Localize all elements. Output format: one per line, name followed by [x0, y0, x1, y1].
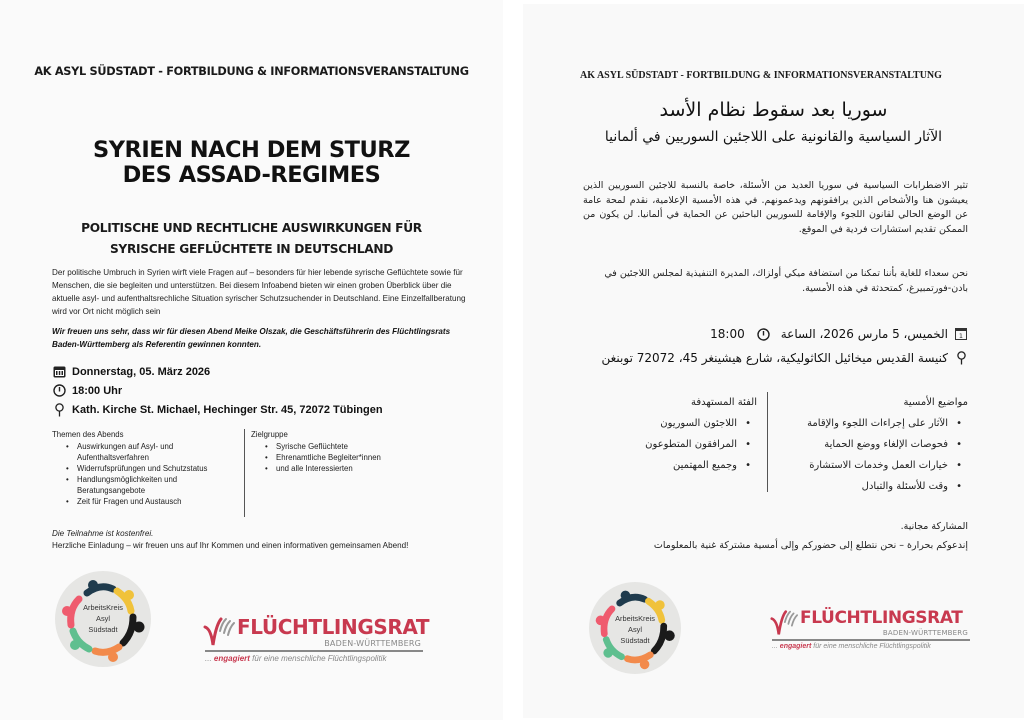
page-subtitle: الآثار السياسية والقانونية على اللاجئين السوريين في ألمانيا: [604, 129, 943, 145]
audience-section: [583, 392, 768, 492]
event-location: [583, 346, 968, 370]
event-date-text: Donnerstag, 05. März 2026: [72, 365, 211, 378]
location-pin-icon: [52, 403, 66, 417]
event-date: [52, 362, 383, 381]
speaker-paragraph: Wir freuen uns sehr, dass wir für diesen Abend Meike Olszak, die Geschäftsführerin des Flüchtlingsrats Baden-Württemberg als Referentin gewinnen konnten.: [52, 327, 451, 349]
list-item: • Widerrufsprüfungen und Schutzstatus: [66, 463, 238, 474]
fluechtlingsrat-name: FLÜCHTLINGSRAT: [237, 615, 430, 639]
tagline-rest: für eine menschliche Flüchtlingspolitik: [252, 654, 387, 663]
divider: [205, 650, 423, 652]
logo-text-line: Asyl: [628, 625, 642, 634]
list-item: • Auswirkungen auf Asyl- und Aufenthaltsverfahren: [66, 441, 238, 463]
fluechtlingsrat-tagline: [205, 654, 386, 663]
subtitle-line-2: SYRISCHE GEFLÜCHTETE IN DEUTSCHLAND: [109, 242, 394, 256]
topics-list: [52, 441, 238, 507]
event-time-text: 18:00 Uhr: [72, 384, 123, 397]
list-item: • خيارات العمل وخدمات الاستشارة: [778, 455, 962, 476]
list-item: • فحوصات الإلغاء ووضع الحماية: [778, 434, 962, 455]
tagline-emphasis: engagiert: [213, 654, 250, 663]
audience-title: Zielgruppe: [251, 430, 288, 439]
clock-icon: [52, 384, 66, 398]
list-item: • اللاجئون السوريون: [583, 413, 751, 434]
svg-text:1: 1: [958, 332, 964, 340]
logo-text-line: ArbeitsKreis: [615, 614, 655, 623]
event-details: [583, 322, 968, 370]
arbeitskreis-logo-text: [589, 613, 681, 646]
event-date-text: الخميس، 5 مارس 2026، الساعة: [780, 327, 948, 341]
clock-icon: [757, 327, 771, 341]
topics-title: مواضيع الأمسية: [903, 397, 968, 408]
list-item: • Handlungsmöglichkeiten und Beratungsangebote: [66, 474, 238, 496]
topics-list: [778, 413, 968, 497]
closing-text: [583, 517, 968, 555]
fluechtlingsrat-tagline: [772, 643, 931, 650]
fluechtlingsrat-region: BADEN-WÜRTTEMBERG: [324, 639, 421, 648]
topics-and-audience: [583, 392, 968, 497]
invitation-text: إندعوكم بحرارة – نحن نتطلع إلى حضوركم وإلى أمسية مشتركة غنية بالمعلومات: [653, 540, 968, 551]
free-admission-note: المشاركة مجانية.: [900, 521, 968, 532]
topics-section: [768, 392, 968, 497]
logo-text-line: Südstadt: [88, 625, 118, 634]
page-title: سوريا بعد سقوط نظام الأسد: [659, 99, 888, 121]
topics-title: Themen des Abends: [52, 430, 124, 439]
list-item: • وجميع المهتمين: [583, 455, 751, 476]
event-location-text: Kath. Kirche St. Michael, Hechinger Str. 45, 72072 Tübingen: [72, 403, 383, 416]
list-item: • الآثار على إجراءات اللجوء والإقامة: [778, 413, 962, 434]
event-time: [710, 327, 771, 341]
tagline-emphasis: engagiert: [779, 643, 812, 650]
event-details: [52, 362, 383, 419]
invitation-text: Herzliche Einladung – wir freuen uns auf Ihr Kommen und einen informativen gemeinsamen Abend!: [52, 541, 409, 550]
fluechtlingsrat-logo: [770, 606, 970, 658]
page-title: [0, 138, 503, 188]
audience-list: [251, 441, 381, 474]
event-date-time: [583, 322, 968, 346]
event-location-text: كنيسة القديس ميخائيل الكاثوليكية، شارع هيشينغر 45، 72072 توبنغن: [601, 351, 948, 365]
list-item: • وقت للأسئلة والتبادل: [778, 476, 962, 497]
free-admission-note: Die Teilnahme ist kostenfrei.: [52, 529, 154, 538]
location-pin-icon: [954, 351, 968, 365]
intro-paragraph: Der politische Umbruch in Syrien wirft viele Fragen auf – besonders für hier lebende syrische Geflüchtete sowie für Menschen, die sie begleiten und unterstützen. Bei diesem Infoabend bieten wir einen groben Überblick über die aktuelle asyl- und aufenthaltsrechliche Situation syrischer Schutzsuchender in Deutschland. Eine Einzelfallberatung wird vor Ort nicht möglich sein: [52, 268, 466, 316]
tagline-prefix: ...: [205, 654, 212, 663]
fluechtlingsrat-logo: [203, 613, 433, 665]
subtitle-line-1: POLITISCHE UND RECHTLICHE AUSWIRKUNGEN FÜR: [81, 221, 422, 235]
list-item: • Zeit für Fragen und Austausch: [66, 496, 238, 507]
page-subtitle: [0, 218, 503, 260]
tagline-rest: für eine menschliche Flüchtlingspolitik: [813, 643, 931, 650]
divider: [772, 639, 970, 641]
fluechtlingsrat-region: BADEN-WÜRTTEMBERG: [882, 629, 968, 637]
list-item: • المرافقون المتطوعون: [583, 434, 751, 455]
speaker-paragraph: نحن سعداء للغاية بأننا تمكنا من استضافة ميكي أولزاك، المديرة التنفيذية لمجلس اللاجئين في بادن-فورتمبيرغ، كمتحدثة في هذه الأمسية.: [604, 268, 968, 294]
flyer-page-german: [0, 0, 503, 720]
audience-section: [244, 429, 381, 517]
topics-section: [52, 429, 244, 517]
event-time: [52, 381, 383, 400]
flyer-page-arabic: [523, 4, 1024, 718]
arbeitskreis-logo-text: [55, 602, 151, 635]
org-header: AK ASYL SÜDSTADT - FORTBILDUNG & INFORMATIONSVERANSTALTUNG: [34, 65, 469, 78]
logo-text-line: Asyl: [96, 614, 110, 623]
event-time-text: 18:00: [710, 327, 745, 341]
list-item: • Syrische Geflüchtete: [265, 441, 381, 452]
audience-title: الفئة المستهدفة: [691, 397, 757, 408]
calendar-icon: [954, 327, 968, 341]
title-line-1: SYRIEN NACH DEM STURZ: [93, 137, 410, 163]
list-item: • Ehrenamtliche Begleiter*innen: [265, 452, 381, 463]
event-location: [52, 400, 383, 419]
intro-paragraph: تثير الاضطرابات السياسية في سوريا العديد من الأسئلة، خاصة بالنسبة للاجئين السوريين الذين يعيشون هنا والأشخاص الذين يرافقونهم ويدعمونهم. في هذه الأمسية الإعلامية، نقدم لمحة عامة عن الوضع الحالي لقانون اللجوء والإقامة للسوريين الباحثين عن الحماية في ألمانيا. لن يكون من الممكن تقديم استشارات فردية في الموقع.: [583, 180, 968, 235]
org-header: AK ASYL SÜDSTADT - FORTBILDUNG & INFORMATIONSVERANSTALTUNG: [580, 70, 942, 81]
title-line-2: DES ASSAD-REGIMES: [122, 162, 381, 188]
list-item: • und alle Interessierten: [265, 463, 381, 474]
fluechtlingsrat-name: FLÜCHTLINGSRAT: [800, 608, 963, 628]
calendar-icon: [52, 365, 66, 379]
tagline-prefix: ...: [772, 643, 778, 650]
closing-text: [52, 528, 472, 552]
fluechtlingsrat-mark-icon: [770, 608, 798, 638]
arbeitskreis-asyl-logo: [55, 571, 151, 667]
arbeitskreis-asyl-logo: [589, 582, 681, 674]
audience-list: [583, 413, 757, 476]
logo-text-line: Südstadt: [620, 636, 650, 645]
logo-text-line: ArbeitsKreis: [83, 603, 123, 612]
fluechtlingsrat-mark-icon: [203, 615, 235, 649]
topics-and-audience: [52, 429, 472, 517]
